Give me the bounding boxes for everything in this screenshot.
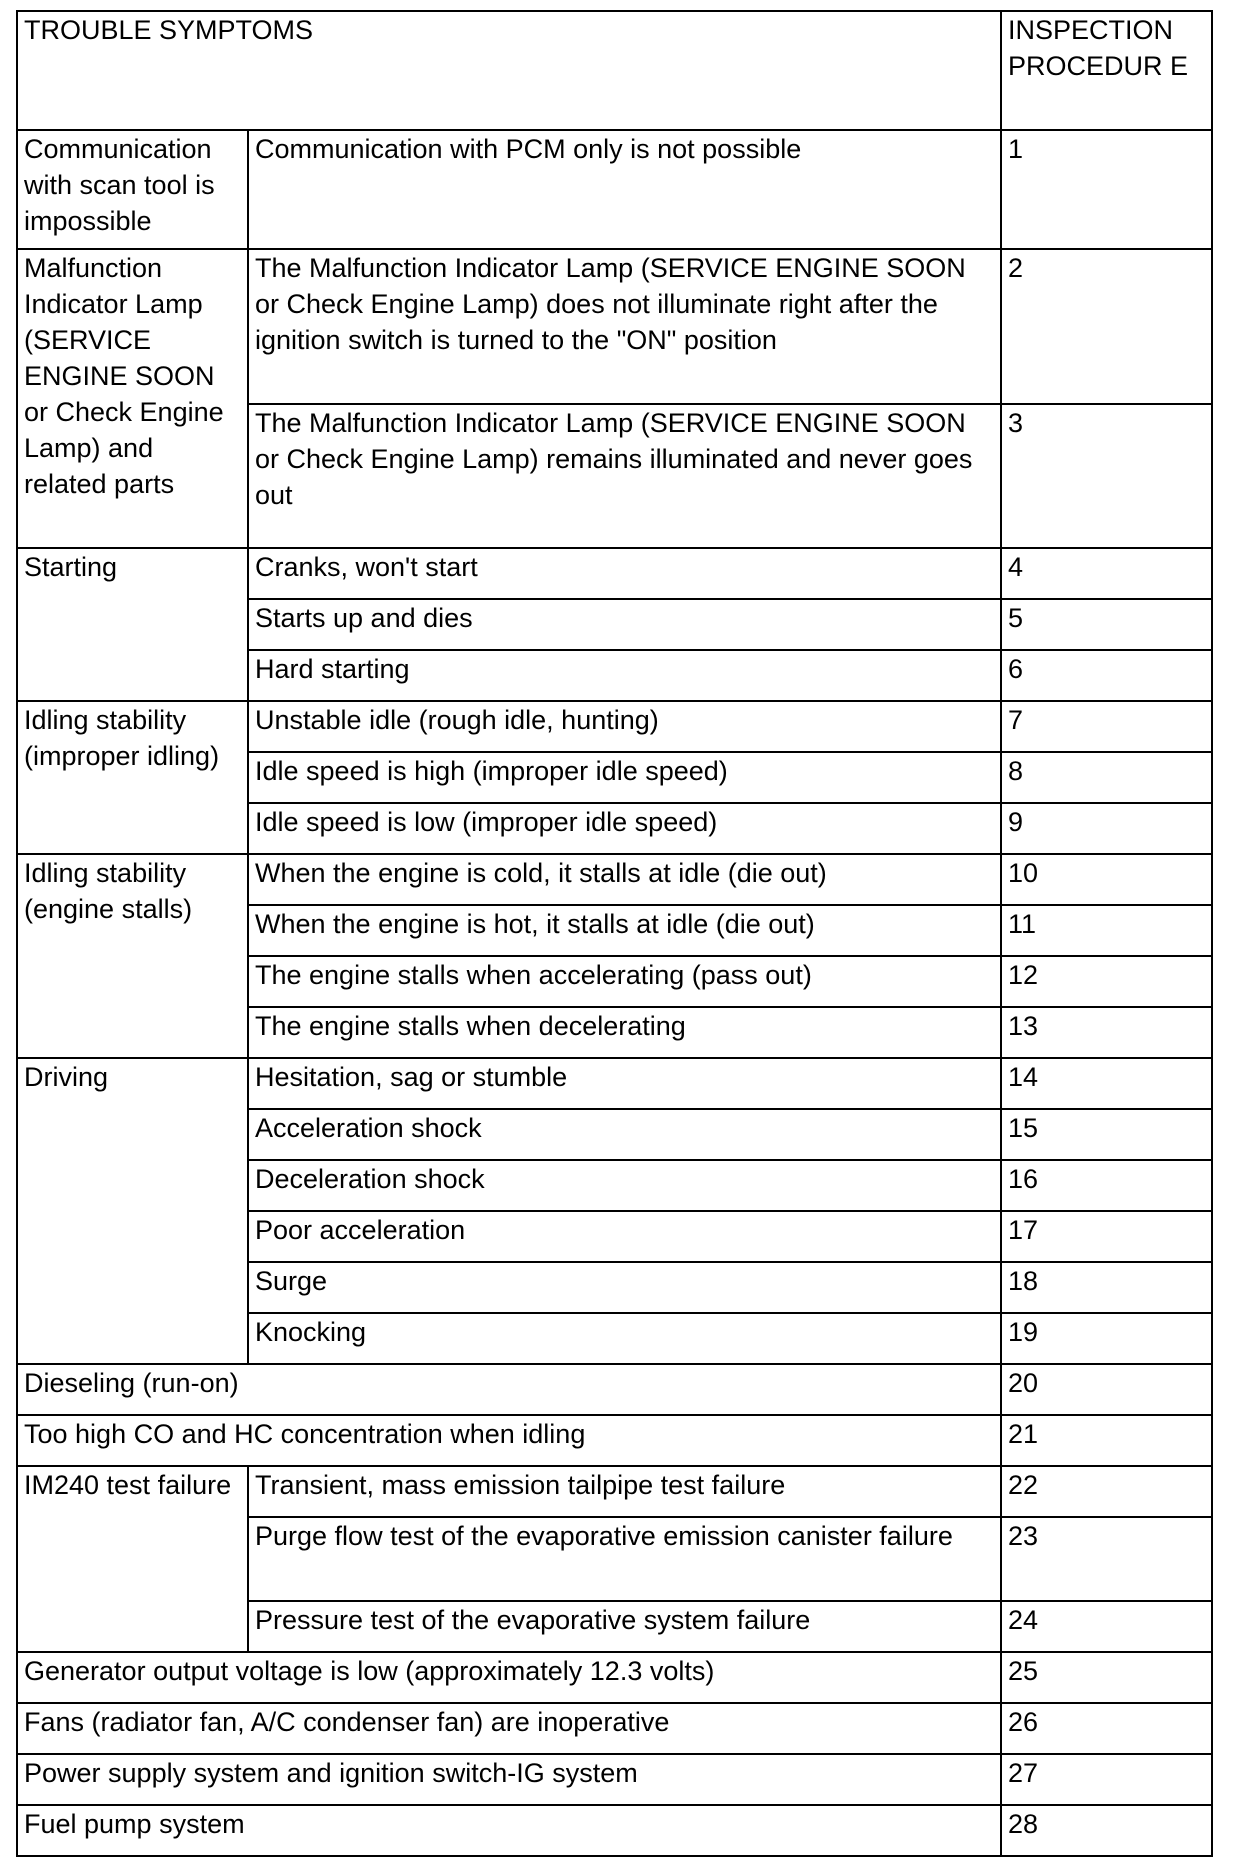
table-row <box>17 548 1212 599</box>
procedure-cell: 19 <box>1001 1313 1212 1364</box>
trouble-symptom-chart <box>16 10 1213 1857</box>
category-cell: Driving <box>17 1058 248 1364</box>
procedure-cell: 23 <box>1001 1517 1212 1601</box>
procedure-cell: 9 <box>1001 803 1212 854</box>
symptom-cell: Hesitation, sag or stumble <box>248 1058 1001 1109</box>
full-width-symptom-cell: Power supply system and ignition switch-IG system <box>17 1754 1001 1805</box>
symptom-cell: Starts up and dies <box>248 599 1001 650</box>
procedure-cell: 24 <box>1001 1601 1212 1652</box>
full-width-symptom-cell: Dieseling (run-on) <box>17 1364 1001 1415</box>
full-width-symptom-cell: Too high CO and HC concentration when idling <box>17 1415 1001 1466</box>
symptom-cell: The engine stalls when accelerating (pass out) <box>248 956 1001 1007</box>
procedure-cell: 16 <box>1001 1160 1212 1211</box>
symptom-cell: Pressure test of the evaporative system failure <box>248 1601 1001 1652</box>
procedure-cell: 14 <box>1001 1058 1212 1109</box>
symptom-cell: When the engine is cold, it stalls at idle (die out) <box>248 854 1001 905</box>
procedure-cell: 13 <box>1001 1007 1212 1058</box>
procedure-cell: 4 <box>1001 548 1212 599</box>
symptom-cell: Transient, mass emission tailpipe test failure <box>248 1466 1001 1517</box>
symptom-cell: Poor acceleration <box>248 1211 1001 1262</box>
procedure-cell: 28 <box>1001 1805 1212 1856</box>
symptom-cell: Hard starting <box>248 650 1001 701</box>
procedure-cell: 2 <box>1001 249 1212 404</box>
category-cell: Communication with scan tool is impossible <box>17 130 248 249</box>
procedure-cell: 15 <box>1001 1109 1212 1160</box>
table-row <box>17 1364 1212 1415</box>
table-row <box>17 1652 1212 1703</box>
procedure-cell: 11 <box>1001 905 1212 956</box>
procedure-cell: 10 <box>1001 854 1212 905</box>
procedure-cell: 27 <box>1001 1754 1212 1805</box>
procedure-cell: 25 <box>1001 1652 1212 1703</box>
symptom-cell: Communication with PCM only is not possible <box>248 130 1001 249</box>
symptom-cell: Deceleration shock <box>248 1160 1001 1211</box>
symptom-cell: The Malfunction Indicator Lamp (SERVICE ENGINE SOON or Check Engine Lamp) remains illuminated and never goes out <box>248 404 1001 548</box>
symptom-cell: Purge flow test of the evaporative emission canister failure <box>248 1517 1001 1601</box>
full-width-symptom-cell: Fans (radiator fan, A/C condenser fan) are inoperative <box>17 1703 1001 1754</box>
header-inspection-procedure: INSPECTION PROCEDUR E <box>1001 11 1212 130</box>
symptom-cell: Unstable idle (rough idle, hunting) <box>248 701 1001 752</box>
category-cell: Idling stability (improper idling) <box>17 701 248 854</box>
table-row <box>17 701 1212 752</box>
table-row <box>17 1466 1212 1517</box>
procedure-cell: 6 <box>1001 650 1212 701</box>
procedure-cell: 20 <box>1001 1364 1212 1415</box>
table-row <box>17 130 1212 249</box>
procedure-cell: 3 <box>1001 404 1212 548</box>
category-cell: IM240 test failure <box>17 1466 248 1652</box>
table-row <box>17 1805 1212 1856</box>
symptom-cell: The Malfunction Indicator Lamp (SERVICE ENGINE SOON or Check Engine Lamp) does not illuminate right after the ignition switch is turned to the "ON" position <box>248 249 1001 404</box>
category-cell: Idling stability (engine stalls) <box>17 854 248 1058</box>
procedure-cell: 1 <box>1001 130 1212 249</box>
table-row <box>17 1058 1212 1109</box>
procedure-cell: 17 <box>1001 1211 1212 1262</box>
table-row <box>17 1754 1212 1805</box>
table-row <box>17 854 1212 905</box>
table-row <box>17 249 1212 404</box>
full-width-symptom-cell: Generator output voltage is low (approximately 12.3 volts) <box>17 1652 1001 1703</box>
full-width-symptom-cell: Fuel pump system <box>17 1805 1001 1856</box>
table-row <box>17 1415 1212 1466</box>
symptom-cell: Acceleration shock <box>248 1109 1001 1160</box>
symptom-cell: Surge <box>248 1262 1001 1313</box>
procedure-cell: 12 <box>1001 956 1212 1007</box>
procedure-cell: 8 <box>1001 752 1212 803</box>
procedure-cell: 5 <box>1001 599 1212 650</box>
procedure-cell: 21 <box>1001 1415 1212 1466</box>
symptom-cell: When the engine is hot, it stalls at idle (die out) <box>248 905 1001 956</box>
procedure-cell: 26 <box>1001 1703 1212 1754</box>
procedure-cell: 18 <box>1001 1262 1212 1313</box>
header-row <box>17 11 1212 130</box>
symptom-cell: Knocking <box>248 1313 1001 1364</box>
procedure-cell: 22 <box>1001 1466 1212 1517</box>
symptom-cell: Cranks, won't start <box>248 548 1001 599</box>
table-row <box>17 1703 1212 1754</box>
header-trouble-symptoms: TROUBLE SYMPTOMS <box>17 11 1001 130</box>
symptom-cell: The engine stalls when decelerating <box>248 1007 1001 1058</box>
category-cell: Starting <box>17 548 248 701</box>
category-cell: Malfunction Indicator Lamp (SERVICE ENGINE SOON or Check Engine Lamp) and related parts <box>17 249 248 548</box>
procedure-cell: 7 <box>1001 701 1212 752</box>
symptom-cell: Idle speed is high (improper idle speed) <box>248 752 1001 803</box>
symptom-cell: Idle speed is low (improper idle speed) <box>248 803 1001 854</box>
